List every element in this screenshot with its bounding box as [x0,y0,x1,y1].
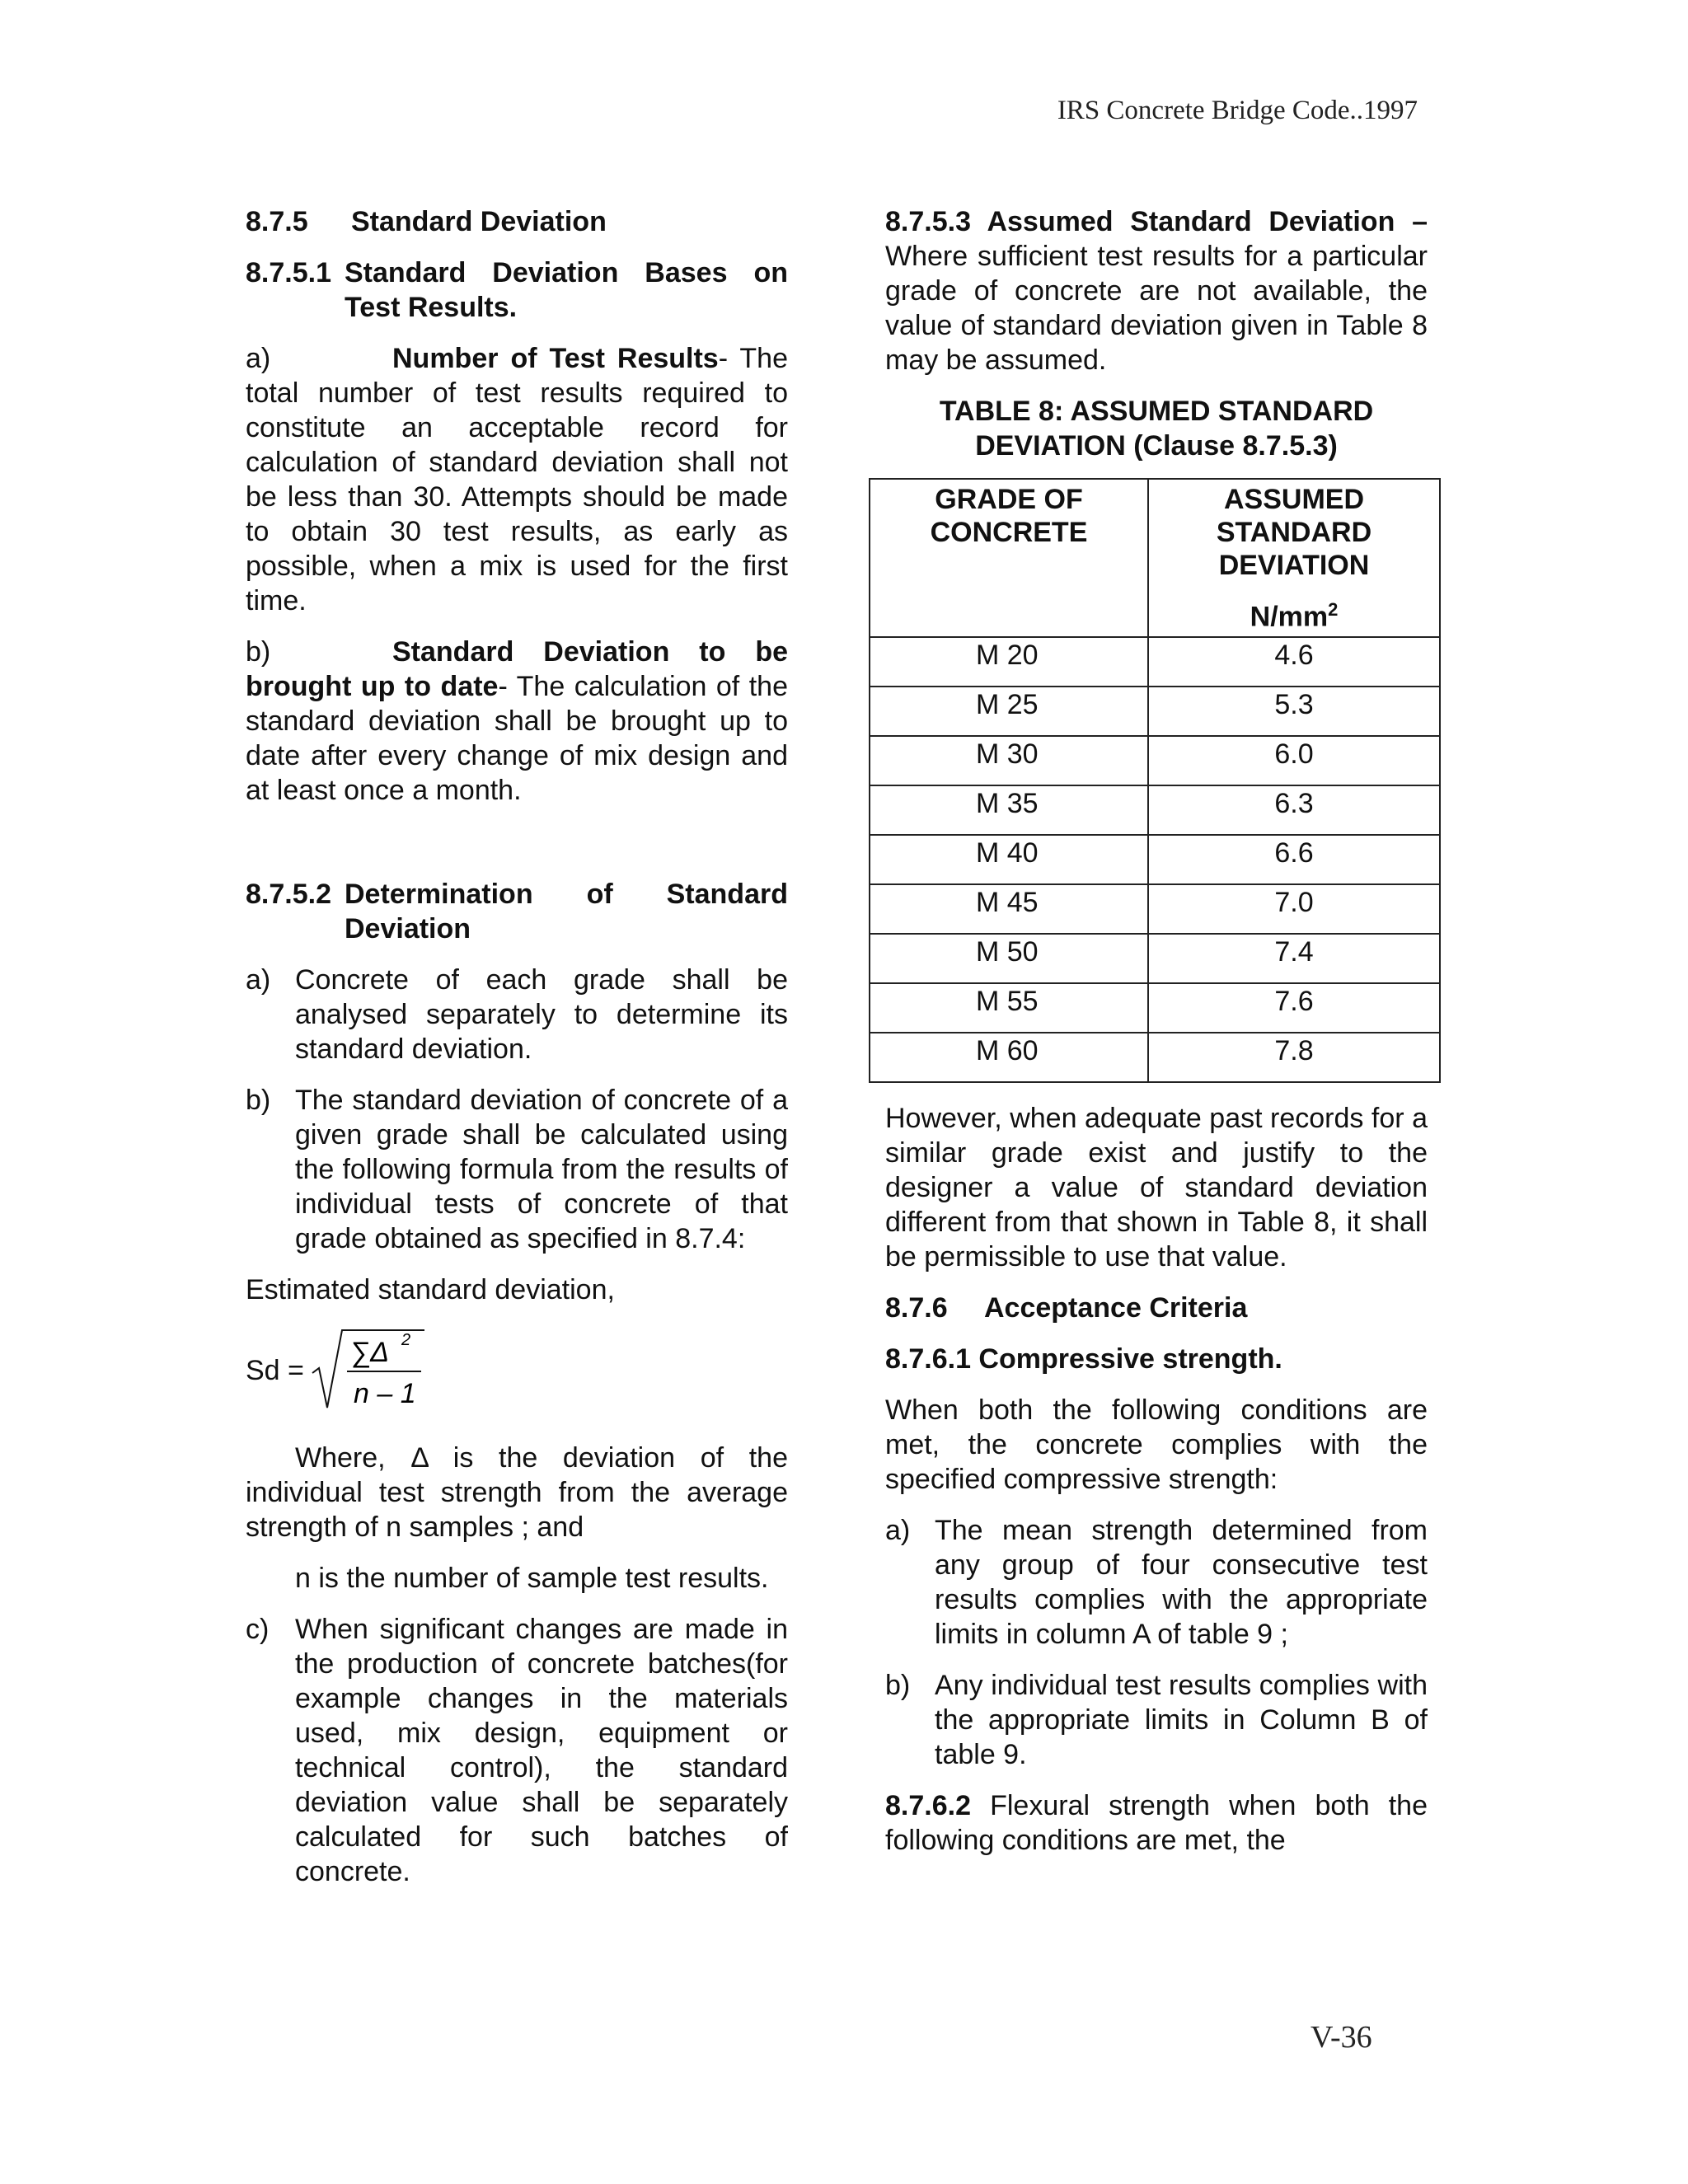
estimated-sd-label: Estimated standard deviation, [246,1274,615,1305]
where-n-paragraph: n is the number of sample test results. [295,1563,769,1594]
section-8-7-5-2-heading: 8.7.5.2 Determination of Standard Deviation [246,879,788,944]
paragraph-brought-up-to-date: b) Standard Deviation to be brought up to date- The calculation of the standard deviation shall be brought up to date after every change of mix design and at least once a month. [246,636,788,806]
page-number: V-36 [1311,2020,1372,2055]
unit-label: $N/mm^2$ [1250,599,1339,633]
table-row: M 55 7.6 [870,983,1440,1033]
running-header: IRS Concrete Bridge Code..1997 [1057,96,1418,125]
section-8-7-6-heading: 8.7.6 Acceptance Criteria [885,1292,1248,1324]
however-paragraph: However, when adequate past records for a similar grade exist and justify to the designer a value of standard deviation different from that shown in Table 8, it shall be permissible to use that value. [885,1103,1428,1273]
formula-exponent: 2 [401,1331,411,1349]
list-item: a) Concrete of each grade shall be analysed separately to determine its standard deviation. [246,964,788,1065]
table-row: M 60 7.8 [870,1033,1440,1082]
formula-numerator: ∑Δ [349,1337,389,1368]
column-header-deviation: ASSUMED STANDARD DEVIATION $N/mm^2$ [1148,479,1440,637]
list-item: b) Any individual test results complies with the appropriate limits in Column B of table 9. [885,1670,1428,1771]
table-row: M 45 7.0 [870,884,1440,934]
list-item: b) The standard deviation of concrete of a given grade shall be calculated using the following formula from the results of individual tests of concrete of that grade obtained as specified in 8.7.4: [246,1085,788,1254]
section-8-7-5-heading: 8.7.5 Standard Deviation [246,206,607,237]
table-8-title: TABLE 8: ASSUMED STANDARD DEVIATION (Clause 8.7.5.3) [939,396,1374,462]
table-row: M 40 6.6 [870,835,1440,884]
list-item: a) The mean strength determined from any group of four consecutive test results complies with the appropriate limits in column A of table 9 ; [885,1515,1428,1651]
table-8-assumed-standard-deviation [869,478,1441,1083]
section-8-7-6-2-paragraph: 8.7.6.2 Flexural strength when both the following conditions are met, the [885,1790,1428,1857]
left-column [246,204,788,1905]
table-row: M 50 7.4 [870,934,1440,983]
table-row: M 25 5.3 [870,687,1440,736]
table-row: M 35 6.3 [870,785,1440,835]
section-8-7-6-1-heading: 8.7.6.1 Compressive strength. [885,1343,1282,1376]
column-header-grade: GRADE OF CONCRETE [870,479,1148,637]
table-row: M 20 4.6 [870,637,1440,687]
section-8-7-5-1-heading: 8.7.5.1 Standard Deviation Bases on Test Results. [246,257,788,323]
table-header-row [870,479,1440,637]
table-row: M 30 6.0 [870,736,1440,785]
formula-denominator: n – 1 [353,1378,416,1409]
list-item: c) When significant changes are made in the production of concrete batches(for example changes in the materials used, mix design, equipment or technical control), the standard deviation value shall be separately calculated for such batches of concrete. [246,1614,788,1887]
when-paragraph: When both the following conditions are met, the concrete complies with the specified compressive strength: [885,1394,1428,1496]
square-root-fraction [311,1325,426,1416]
right-column [885,204,1428,1874]
where-delta-paragraph: Where, Δ is the deviation of the individual test strength from the average strength of n samples ; and [246,1442,788,1543]
standard-deviation-formula: Sd = ∑Δ 2 n – 1 [246,1325,788,1416]
paragraph-number-of-test-results: a) Number of Test Results- The total number of test results required to constitute an acceptable record for calculation of standard deviation shall not be less than 30. Attempts should be made to obtain 30 test results, as early as possible, when a mix is used for the first time. [246,343,788,616]
section-8-7-5-3-paragraph: 8.7.5.3 Assumed Standard Deviation – Where sufficient test results for a particular grade of concrete are not available, the value of standard deviation given in Table 8 may be assumed. [885,206,1428,376]
